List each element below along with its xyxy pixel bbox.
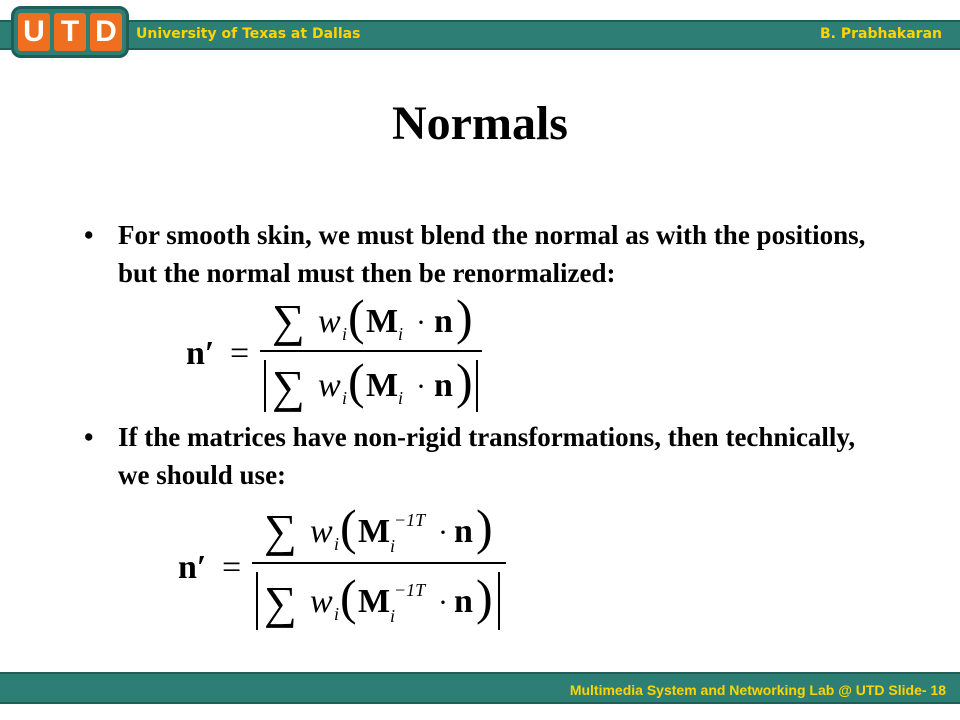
close-paren: ) (456, 292, 473, 345)
footer-band (0, 672, 960, 704)
bullet-marker: • (84, 422, 94, 452)
university-name: University of Texas at Dallas (136, 26, 361, 42)
formula-matrix: M (358, 513, 391, 550)
formula-equals: = (222, 549, 242, 586)
bullet-text: For smooth skin, we must blend the normal as with the positions, but the normal must then be renormalized: (118, 220, 866, 288)
footer-text: Multimedia System and Networking Lab @ UTD Slide- 18 (569, 682, 946, 698)
utd-logo (11, 6, 129, 58)
logo-letter-d: D (90, 13, 122, 51)
logo-letter-t: T (54, 13, 86, 51)
formula-subscript: i (342, 388, 348, 408)
formula-sum: ∑ (264, 577, 297, 628)
formula-weight: w (318, 303, 341, 340)
header-bottom-line (0, 48, 960, 50)
formula-weight: w (310, 513, 333, 550)
close-paren: ) (476, 569, 493, 625)
formula-lhs: n′ (186, 335, 215, 372)
formula-sum: ∑ (272, 361, 305, 412)
formula-matrix: M (358, 583, 391, 620)
bullet-item-2 (84, 418, 878, 494)
formula-superscript: −1T (394, 580, 426, 600)
formula-subscript: i (390, 606, 396, 626)
formula-dot: · (438, 516, 448, 549)
abs-bar-right (476, 360, 478, 412)
open-paren: ( (348, 353, 365, 409)
formula-vector: n (454, 513, 473, 550)
formula-equals: = (230, 335, 250, 372)
formula-renormalized-normal (180, 292, 500, 417)
formula-subscript: i (342, 324, 348, 344)
abs-bar-left (264, 360, 266, 412)
formula-dot: · (416, 370, 426, 403)
formula-subscript: i (390, 536, 396, 556)
open-paren: ( (340, 499, 357, 555)
formula-dot: · (416, 306, 426, 339)
abs-bar-left (256, 572, 258, 630)
open-paren: ( (340, 569, 357, 625)
formula-subscript: i (334, 604, 340, 624)
logo-letter-u: U (18, 13, 50, 51)
abs-bar-right (498, 572, 500, 630)
formula-superscript: −1T (394, 510, 426, 530)
formula-vector: n (454, 583, 473, 620)
fraction-bar (260, 350, 482, 352)
bullet-marker: • (84, 220, 94, 250)
formula-sum: ∑ (264, 505, 297, 556)
bullet-item-1 (84, 216, 878, 292)
formula-subscript: i (398, 324, 404, 344)
formula-subscript: i (334, 534, 340, 554)
bullet-text: If the matrices have non-rigid transformations, then technically, we should use: (118, 422, 856, 490)
formula-matrix: M (366, 367, 399, 404)
formula-vector: n (434, 367, 453, 404)
author-name: B. Prabhakaran (820, 26, 942, 42)
formula-lhs: n′ (178, 549, 207, 586)
close-paren: ) (476, 499, 493, 555)
slide-title: Normals (392, 97, 568, 150)
formula-weight: w (310, 583, 333, 620)
formula-dot: · (438, 586, 448, 619)
formula-inverse-transpose-normal (172, 496, 517, 636)
fraction-bar (252, 562, 506, 564)
open-paren: ( (348, 292, 365, 345)
formula-matrix: M (366, 303, 399, 340)
close-paren: ) (456, 353, 473, 409)
formula-weight: w (318, 367, 341, 404)
formula-vector: n (434, 303, 453, 340)
formula-sum: ∑ (272, 295, 305, 346)
formula-subscript: i (398, 388, 404, 408)
